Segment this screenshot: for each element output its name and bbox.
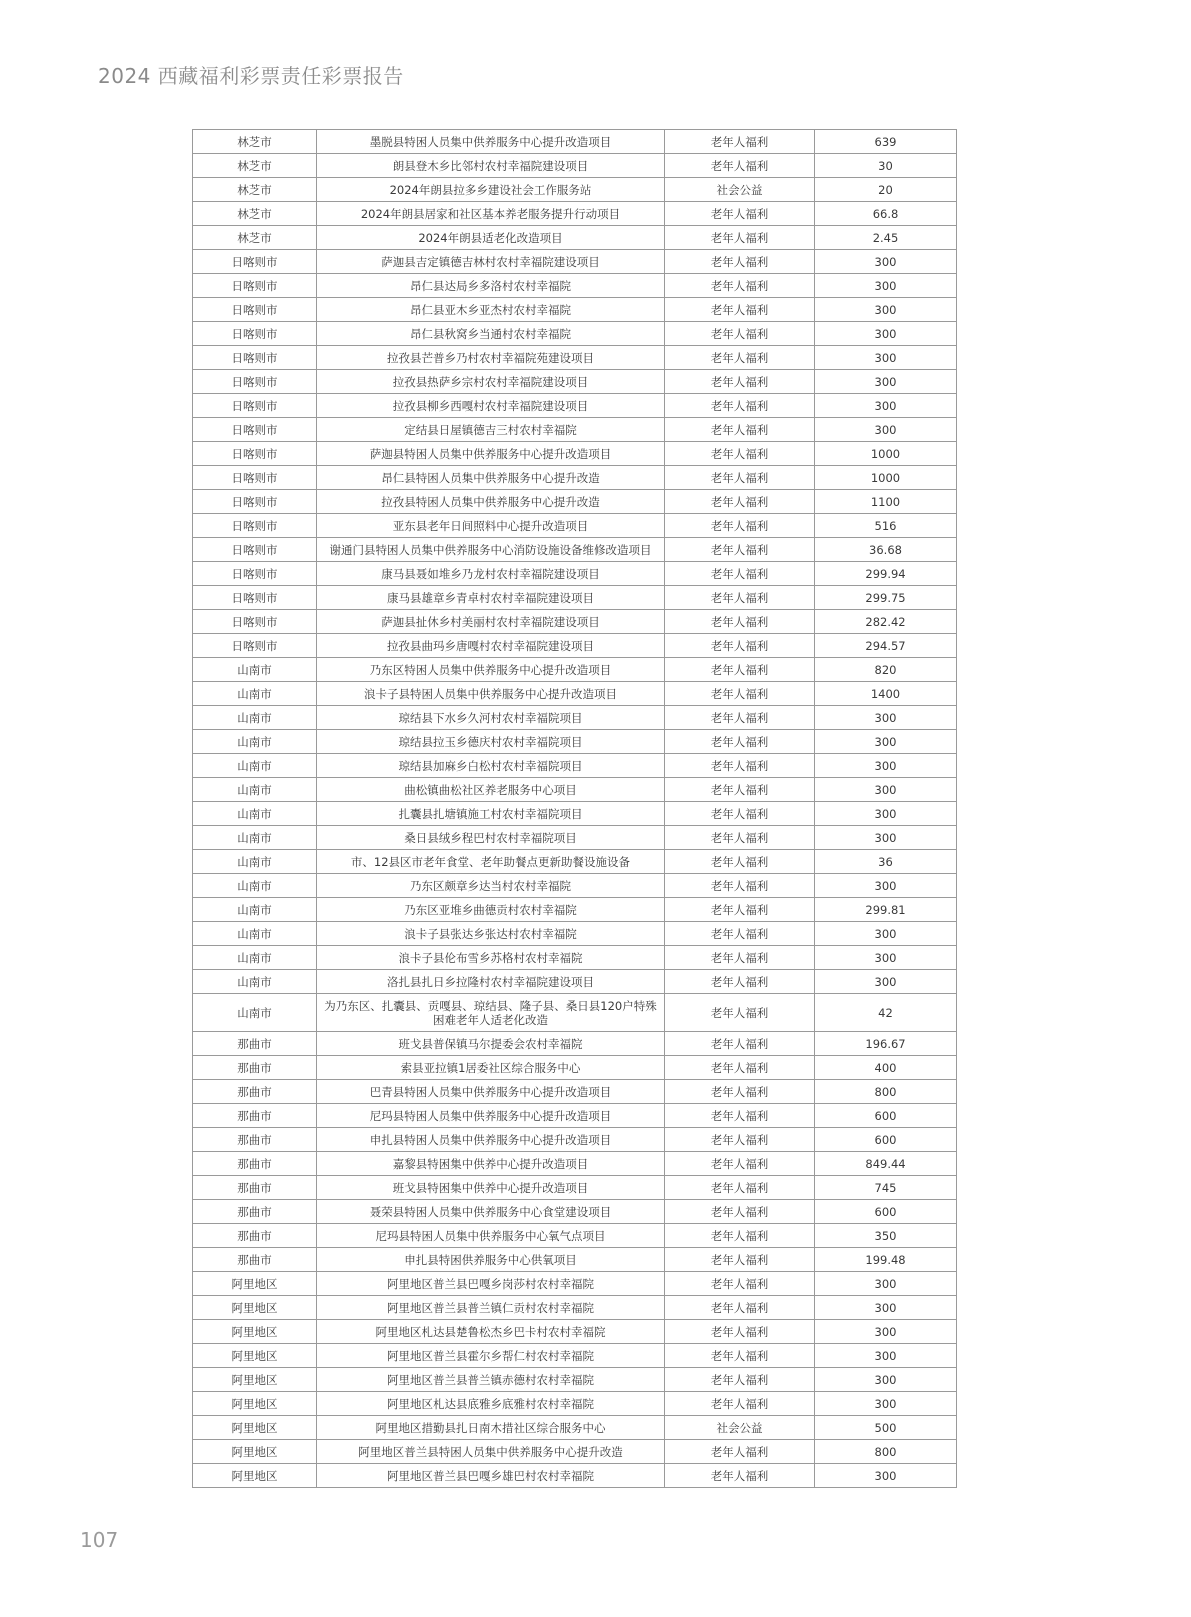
- project-cell: 定结县日屋镇德吉三村农村幸福院: [317, 418, 665, 442]
- amount-cell: 300: [815, 754, 957, 778]
- amount-cell: 745: [815, 1176, 957, 1200]
- project-cell: 拉孜县特困人员集中供养服务中心提升改造: [317, 490, 665, 514]
- region-cell: 那曲市: [193, 1080, 317, 1104]
- region-cell: 日喀则市: [193, 394, 317, 418]
- amount-cell: 300: [815, 298, 957, 322]
- category-cell: 老年人福利: [665, 826, 815, 850]
- project-cell: 朗县登木乡比邻村农村幸福院建设项目: [317, 154, 665, 178]
- amount-cell: 516: [815, 514, 957, 538]
- category-cell: 老年人福利: [665, 562, 815, 586]
- table-row: [193, 346, 957, 370]
- table-row: [193, 610, 957, 634]
- category-cell: 老年人福利: [665, 898, 815, 922]
- category-cell: 老年人福利: [665, 394, 815, 418]
- project-cell: 琼结县下水乡久河村农村幸福院项目: [317, 706, 665, 730]
- project-cell: 萨迦县特困人员集中供养服务中心提升改造项目: [317, 442, 665, 466]
- region-cell: 日喀则市: [193, 250, 317, 274]
- region-cell: 日喀则市: [193, 514, 317, 538]
- table-row: [193, 874, 957, 898]
- region-cell: 山南市: [193, 850, 317, 874]
- category-cell: 社会公益: [665, 1416, 815, 1440]
- amount-cell: 300: [815, 706, 957, 730]
- category-cell: 老年人福利: [665, 1392, 815, 1416]
- region-cell: 山南市: [193, 994, 317, 1032]
- project-cell: 索县亚拉镇1居委社区综合服务中心: [317, 1056, 665, 1080]
- category-cell: 老年人福利: [665, 298, 815, 322]
- category-cell: 老年人福利: [665, 946, 815, 970]
- category-cell: 老年人福利: [665, 730, 815, 754]
- category-cell: 老年人福利: [665, 442, 815, 466]
- table-row: [193, 682, 957, 706]
- table-row: [193, 226, 957, 250]
- project-cell: 昂仁县达局乡多洛村农村幸福院: [317, 274, 665, 298]
- table-row: [193, 274, 957, 298]
- amount-cell: 196.67: [815, 1032, 957, 1056]
- project-cell: 琼结县加麻乡白松村农村幸福院项目: [317, 754, 665, 778]
- project-cell: 亚东县老年日间照料中心提升改造项目: [317, 514, 665, 538]
- project-cell: 阿里地区普兰县普兰镇仁贡村农村幸福院: [317, 1296, 665, 1320]
- amount-cell: 36: [815, 850, 957, 874]
- amount-cell: 600: [815, 1200, 957, 1224]
- amount-cell: 20: [815, 178, 957, 202]
- region-cell: 日喀则市: [193, 322, 317, 346]
- region-cell: 那曲市: [193, 1104, 317, 1128]
- amount-cell: 820: [815, 658, 957, 682]
- category-cell: 老年人福利: [665, 130, 815, 154]
- region-cell: 山南市: [193, 778, 317, 802]
- category-cell: 老年人福利: [665, 418, 815, 442]
- table-row: [193, 778, 957, 802]
- amount-cell: 299.75: [815, 586, 957, 610]
- region-cell: 日喀则市: [193, 490, 317, 514]
- amount-cell: 300: [815, 730, 957, 754]
- project-cell: 巴青县特困人员集中供养服务中心提升改造项目: [317, 1080, 665, 1104]
- project-cell: 尼玛县特困人员集中供养服务中心提升改造项目: [317, 1104, 665, 1128]
- category-cell: 老年人福利: [665, 1080, 815, 1104]
- category-cell: 老年人福利: [665, 1224, 815, 1248]
- project-cell: 萨迦县扯休乡村美丽村农村幸福院建设项目: [317, 610, 665, 634]
- project-cell: 阿里地区普兰县普兰镇赤德村农村幸福院: [317, 1368, 665, 1392]
- region-cell: 日喀则市: [193, 442, 317, 466]
- category-cell: 老年人福利: [665, 226, 815, 250]
- amount-cell: 849.44: [815, 1152, 957, 1176]
- project-cell: 桑日县绒乡程巴村农村幸福院项目: [317, 826, 665, 850]
- funding-table: [192, 129, 957, 1488]
- region-cell: 山南市: [193, 946, 317, 970]
- category-cell: 老年人福利: [665, 706, 815, 730]
- project-cell: 扎囊县扎塘镇施工村农村幸福院项目: [317, 802, 665, 826]
- amount-cell: 300: [815, 946, 957, 970]
- table-row: [193, 634, 957, 658]
- table-row: [193, 1272, 957, 1296]
- table-row: [193, 850, 957, 874]
- funding-table-container: [192, 129, 956, 1488]
- category-cell: 老年人福利: [665, 802, 815, 826]
- category-cell: 老年人福利: [665, 1464, 815, 1488]
- region-cell: 山南市: [193, 658, 317, 682]
- table-row: [193, 514, 957, 538]
- table-row: [193, 154, 957, 178]
- region-cell: 山南市: [193, 754, 317, 778]
- category-cell: 老年人福利: [665, 1176, 815, 1200]
- table-row: [193, 1416, 957, 1440]
- table-row: [193, 394, 957, 418]
- region-cell: 阿里地区: [193, 1416, 317, 1440]
- project-cell: 康马县聂如堆乡乃龙村农村幸福院建设项目: [317, 562, 665, 586]
- amount-cell: 300: [815, 1320, 957, 1344]
- category-cell: 社会公益: [665, 178, 815, 202]
- table-row: [193, 178, 957, 202]
- table-row: [193, 1440, 957, 1464]
- category-cell: 老年人福利: [665, 1104, 815, 1128]
- amount-cell: 300: [815, 322, 957, 346]
- region-cell: 那曲市: [193, 1152, 317, 1176]
- table-row: [193, 250, 957, 274]
- amount-cell: 639: [815, 130, 957, 154]
- project-cell: 为乃东区、扎囊县、贡嘎县、琼结县、隆子县、桑日县120户特殊困难老年人适老化改造: [317, 994, 665, 1032]
- table-row: [193, 1248, 957, 1272]
- table-row: [193, 1032, 957, 1056]
- table-row: [193, 202, 957, 226]
- amount-cell: 199.48: [815, 1248, 957, 1272]
- table-row: [193, 370, 957, 394]
- table-row: [193, 562, 957, 586]
- region-cell: 那曲市: [193, 1056, 317, 1080]
- region-cell: 林芝市: [193, 226, 317, 250]
- table-row: [193, 1344, 957, 1368]
- project-cell: 嘉黎县特困集中供养中心提升改造项目: [317, 1152, 665, 1176]
- table-row: [193, 1296, 957, 1320]
- amount-cell: 300: [815, 250, 957, 274]
- region-cell: 那曲市: [193, 1248, 317, 1272]
- region-cell: 阿里地区: [193, 1368, 317, 1392]
- category-cell: 老年人福利: [665, 970, 815, 994]
- region-cell: 日喀则市: [193, 418, 317, 442]
- amount-cell: 300: [815, 922, 957, 946]
- region-cell: 那曲市: [193, 1032, 317, 1056]
- category-cell: 老年人福利: [665, 370, 815, 394]
- region-cell: 山南市: [193, 802, 317, 826]
- table-row: [193, 322, 957, 346]
- amount-cell: 282.42: [815, 610, 957, 634]
- amount-cell: 2.45: [815, 226, 957, 250]
- table-row: [193, 802, 957, 826]
- project-cell: 拉孜县热萨乡宗村农村幸福院建设项目: [317, 370, 665, 394]
- project-cell: 昂仁县特困人员集中供养服务中心提升改造: [317, 466, 665, 490]
- category-cell: 老年人福利: [665, 514, 815, 538]
- amount-cell: 300: [815, 874, 957, 898]
- region-cell: 山南市: [193, 682, 317, 706]
- project-cell: 申扎县特困人员集中供养服务中心提升改造项目: [317, 1128, 665, 1152]
- table-row: [193, 658, 957, 682]
- table-row: [193, 466, 957, 490]
- table-row: [193, 754, 957, 778]
- project-cell: 昂仁县亚木乡亚杰村农村幸福院: [317, 298, 665, 322]
- category-cell: 老年人福利: [665, 250, 815, 274]
- amount-cell: 300: [815, 1392, 957, 1416]
- category-cell: 老年人福利: [665, 658, 815, 682]
- region-cell: 山南市: [193, 970, 317, 994]
- project-cell: 康马县雄章乡青卓村农村幸福院建设项目: [317, 586, 665, 610]
- project-cell: 曲松镇曲松社区养老服务中心项目: [317, 778, 665, 802]
- project-cell: 申扎县特困供养服务中心供氧项目: [317, 1248, 665, 1272]
- category-cell: 老年人福利: [665, 1032, 815, 1056]
- category-cell: 老年人福利: [665, 1296, 815, 1320]
- region-cell: 那曲市: [193, 1224, 317, 1248]
- amount-cell: 1000: [815, 442, 957, 466]
- amount-cell: 300: [815, 1464, 957, 1488]
- region-cell: 那曲市: [193, 1128, 317, 1152]
- project-cell: 2024年朗县拉多乡建设社会工作服务站: [317, 178, 665, 202]
- amount-cell: 36.68: [815, 538, 957, 562]
- amount-cell: 300: [815, 1272, 957, 1296]
- amount-cell: 500: [815, 1416, 957, 1440]
- region-cell: 山南市: [193, 922, 317, 946]
- region-cell: 阿里地区: [193, 1272, 317, 1296]
- amount-cell: 300: [815, 970, 957, 994]
- amount-cell: 300: [815, 778, 957, 802]
- region-cell: 阿里地区: [193, 1464, 317, 1488]
- region-cell: 日喀则市: [193, 346, 317, 370]
- project-cell: 谢通门县特困人员集中供养服务中心消防设施设备维修改造项目: [317, 538, 665, 562]
- amount-cell: 300: [815, 1296, 957, 1320]
- amount-cell: 300: [815, 826, 957, 850]
- project-cell: 尼玛县特困人员集中供养服务中心氧气点项目: [317, 1224, 665, 1248]
- region-cell: 那曲市: [193, 1200, 317, 1224]
- region-cell: 林芝市: [193, 130, 317, 154]
- region-cell: 日喀则市: [193, 562, 317, 586]
- category-cell: 老年人福利: [665, 1272, 815, 1296]
- project-cell: 乃东区颇章乡达当村农村幸福院: [317, 874, 665, 898]
- category-cell: 老年人福利: [665, 346, 815, 370]
- table-row: [193, 586, 957, 610]
- table-row: [193, 538, 957, 562]
- project-cell: 阿里地区普兰县特困人员集中供养服务中心提升改造: [317, 1440, 665, 1464]
- project-cell: 浪卡子县特困人员集中供养服务中心提升改造项目: [317, 682, 665, 706]
- project-cell: 阿里地区札达县楚鲁松杰乡巴卡村农村幸福院: [317, 1320, 665, 1344]
- category-cell: 老年人福利: [665, 850, 815, 874]
- region-cell: 山南市: [193, 874, 317, 898]
- table-row: [193, 1128, 957, 1152]
- table-row: [193, 1200, 957, 1224]
- category-cell: 老年人福利: [665, 754, 815, 778]
- category-cell: 老年人福利: [665, 1320, 815, 1344]
- project-cell: 浪卡子县张达乡张达村农村幸福院: [317, 922, 665, 946]
- category-cell: 老年人福利: [665, 610, 815, 634]
- page-number: 107: [80, 1528, 119, 1552]
- category-cell: 老年人福利: [665, 466, 815, 490]
- region-cell: 日喀则市: [193, 586, 317, 610]
- amount-cell: 300: [815, 370, 957, 394]
- region-cell: 日喀则市: [193, 370, 317, 394]
- category-cell: 老年人福利: [665, 490, 815, 514]
- category-cell: 老年人福利: [665, 538, 815, 562]
- category-cell: 老年人福利: [665, 1152, 815, 1176]
- project-cell: 墨脱县特困人员集中供养服务中心提升改造项目: [317, 130, 665, 154]
- table-row: [193, 922, 957, 946]
- region-cell: 山南市: [193, 730, 317, 754]
- project-cell: 洛扎县扎日乡拉隆村农村幸福院建设项目: [317, 970, 665, 994]
- table-row: [193, 442, 957, 466]
- table-row: [193, 1224, 957, 1248]
- project-cell: 班戈县普保镇马尔提委会农村幸福院: [317, 1032, 665, 1056]
- category-cell: 老年人福利: [665, 1128, 815, 1152]
- category-cell: 老年人福利: [665, 1200, 815, 1224]
- region-cell: 山南市: [193, 826, 317, 850]
- amount-cell: 294.57: [815, 634, 957, 658]
- region-cell: 日喀则市: [193, 466, 317, 490]
- region-cell: 日喀则市: [193, 610, 317, 634]
- project-cell: 班戈县特困集中供养中心提升改造项目: [317, 1176, 665, 1200]
- amount-cell: 800: [815, 1080, 957, 1104]
- amount-cell: 299.94: [815, 562, 957, 586]
- amount-cell: 300: [815, 1368, 957, 1392]
- amount-cell: 300: [815, 274, 957, 298]
- table-row: [193, 1080, 957, 1104]
- project-cell: 2024年朗县适老化改造项目: [317, 226, 665, 250]
- amount-cell: 1000: [815, 466, 957, 490]
- amount-cell: 300: [815, 394, 957, 418]
- project-cell: 聂荣县特困人员集中供养服务中心食堂建设项目: [317, 1200, 665, 1224]
- table-row: [193, 898, 957, 922]
- project-cell: 乃东区特困人员集中供养服务中心提升改造项目: [317, 658, 665, 682]
- project-cell: 阿里地区普兰县霍尔乡帮仁村农村幸福院: [317, 1344, 665, 1368]
- table-row: [193, 1368, 957, 1392]
- amount-cell: 1400: [815, 682, 957, 706]
- category-cell: 老年人福利: [665, 586, 815, 610]
- project-cell: 拉孜县芒普乡乃村农村幸福院苑建设项目: [317, 346, 665, 370]
- amount-cell: 400: [815, 1056, 957, 1080]
- amount-cell: 1100: [815, 490, 957, 514]
- table-row: [193, 1392, 957, 1416]
- region-cell: 日喀则市: [193, 538, 317, 562]
- project-cell: 市、12县区市老年食堂、老年助餐点更新助餐设施设备: [317, 850, 665, 874]
- region-cell: 那曲市: [193, 1176, 317, 1200]
- category-cell: 老年人福利: [665, 202, 815, 226]
- amount-cell: 30: [815, 154, 957, 178]
- project-cell: 琼结县拉玉乡德庆村农村幸福院项目: [317, 730, 665, 754]
- region-cell: 阿里地区: [193, 1440, 317, 1464]
- region-cell: 日喀则市: [193, 634, 317, 658]
- region-cell: 阿里地区: [193, 1344, 317, 1368]
- amount-cell: 600: [815, 1128, 957, 1152]
- project-cell: 乃东区亚堆乡曲德贡村农村幸福院: [317, 898, 665, 922]
- amount-cell: 42: [815, 994, 957, 1032]
- table-row: [193, 130, 957, 154]
- table-body: [193, 130, 957, 1488]
- table-row: [193, 1152, 957, 1176]
- amount-cell: 300: [815, 418, 957, 442]
- region-cell: 林芝市: [193, 178, 317, 202]
- region-cell: 林芝市: [193, 202, 317, 226]
- table-row: [193, 298, 957, 322]
- region-cell: 阿里地区: [193, 1392, 317, 1416]
- category-cell: 老年人福利: [665, 994, 815, 1032]
- category-cell: 老年人福利: [665, 778, 815, 802]
- amount-cell: 300: [815, 802, 957, 826]
- amount-cell: 299.81: [815, 898, 957, 922]
- region-cell: 阿里地区: [193, 1320, 317, 1344]
- category-cell: 老年人福利: [665, 1344, 815, 1368]
- amount-cell: 66.8: [815, 202, 957, 226]
- amount-cell: 600: [815, 1104, 957, 1128]
- table-row: [193, 1104, 957, 1128]
- category-cell: 老年人福利: [665, 634, 815, 658]
- region-cell: 阿里地区: [193, 1296, 317, 1320]
- page-header-title: 2024 西藏福利彩票责任彩票报告: [98, 64, 404, 88]
- table-row: [193, 730, 957, 754]
- category-cell: 老年人福利: [665, 1248, 815, 1272]
- project-cell: 拉孜县柳乡西嘎村农村幸福院建设项目: [317, 394, 665, 418]
- table-row: [193, 1464, 957, 1488]
- category-cell: 老年人福利: [665, 1440, 815, 1464]
- table-row: [193, 1320, 957, 1344]
- table-row: [193, 418, 957, 442]
- project-cell: 阿里地区普兰县巴嘎乡雄巴村农村幸福院: [317, 1464, 665, 1488]
- region-cell: 日喀则市: [193, 298, 317, 322]
- category-cell: 老年人福利: [665, 1368, 815, 1392]
- project-cell: 昂仁县秋窝乡当通村农村幸福院: [317, 322, 665, 346]
- project-cell: 萨迦县吉定镇德吉林村农村幸福院建设项目: [317, 250, 665, 274]
- region-cell: 山南市: [193, 706, 317, 730]
- region-cell: 日喀则市: [193, 274, 317, 298]
- table-row: [193, 706, 957, 730]
- category-cell: 老年人福利: [665, 874, 815, 898]
- table-row: [193, 1176, 957, 1200]
- category-cell: 老年人福利: [665, 922, 815, 946]
- category-cell: 老年人福利: [665, 274, 815, 298]
- project-cell: 阿里地区普兰县巴嘎乡岗莎村农村幸福院: [317, 1272, 665, 1296]
- region-cell: 山南市: [193, 898, 317, 922]
- amount-cell: 350: [815, 1224, 957, 1248]
- table-row: [193, 826, 957, 850]
- table-row: [193, 946, 957, 970]
- table-row: [193, 1056, 957, 1080]
- table-row: [193, 970, 957, 994]
- table-row: [193, 490, 957, 514]
- project-cell: 拉孜县曲玛乡唐嘎村农村幸福院建设项目: [317, 634, 665, 658]
- project-cell: 阿里地区措勤县扎日南木措社区综合服务中心: [317, 1416, 665, 1440]
- amount-cell: 300: [815, 1344, 957, 1368]
- project-cell: 阿里地区札达县底雅乡底雅村农村幸福院: [317, 1392, 665, 1416]
- category-cell: 老年人福利: [665, 682, 815, 706]
- category-cell: 老年人福利: [665, 1056, 815, 1080]
- amount-cell: 300: [815, 346, 957, 370]
- category-cell: 老年人福利: [665, 154, 815, 178]
- project-cell: 2024年朗县居家和社区基本养老服务提升行动项目: [317, 202, 665, 226]
- category-cell: 老年人福利: [665, 322, 815, 346]
- project-cell: 浪卡子县伦布雪乡苏格村农村幸福院: [317, 946, 665, 970]
- amount-cell: 800: [815, 1440, 957, 1464]
- table-row: [193, 994, 957, 1032]
- region-cell: 林芝市: [193, 154, 317, 178]
